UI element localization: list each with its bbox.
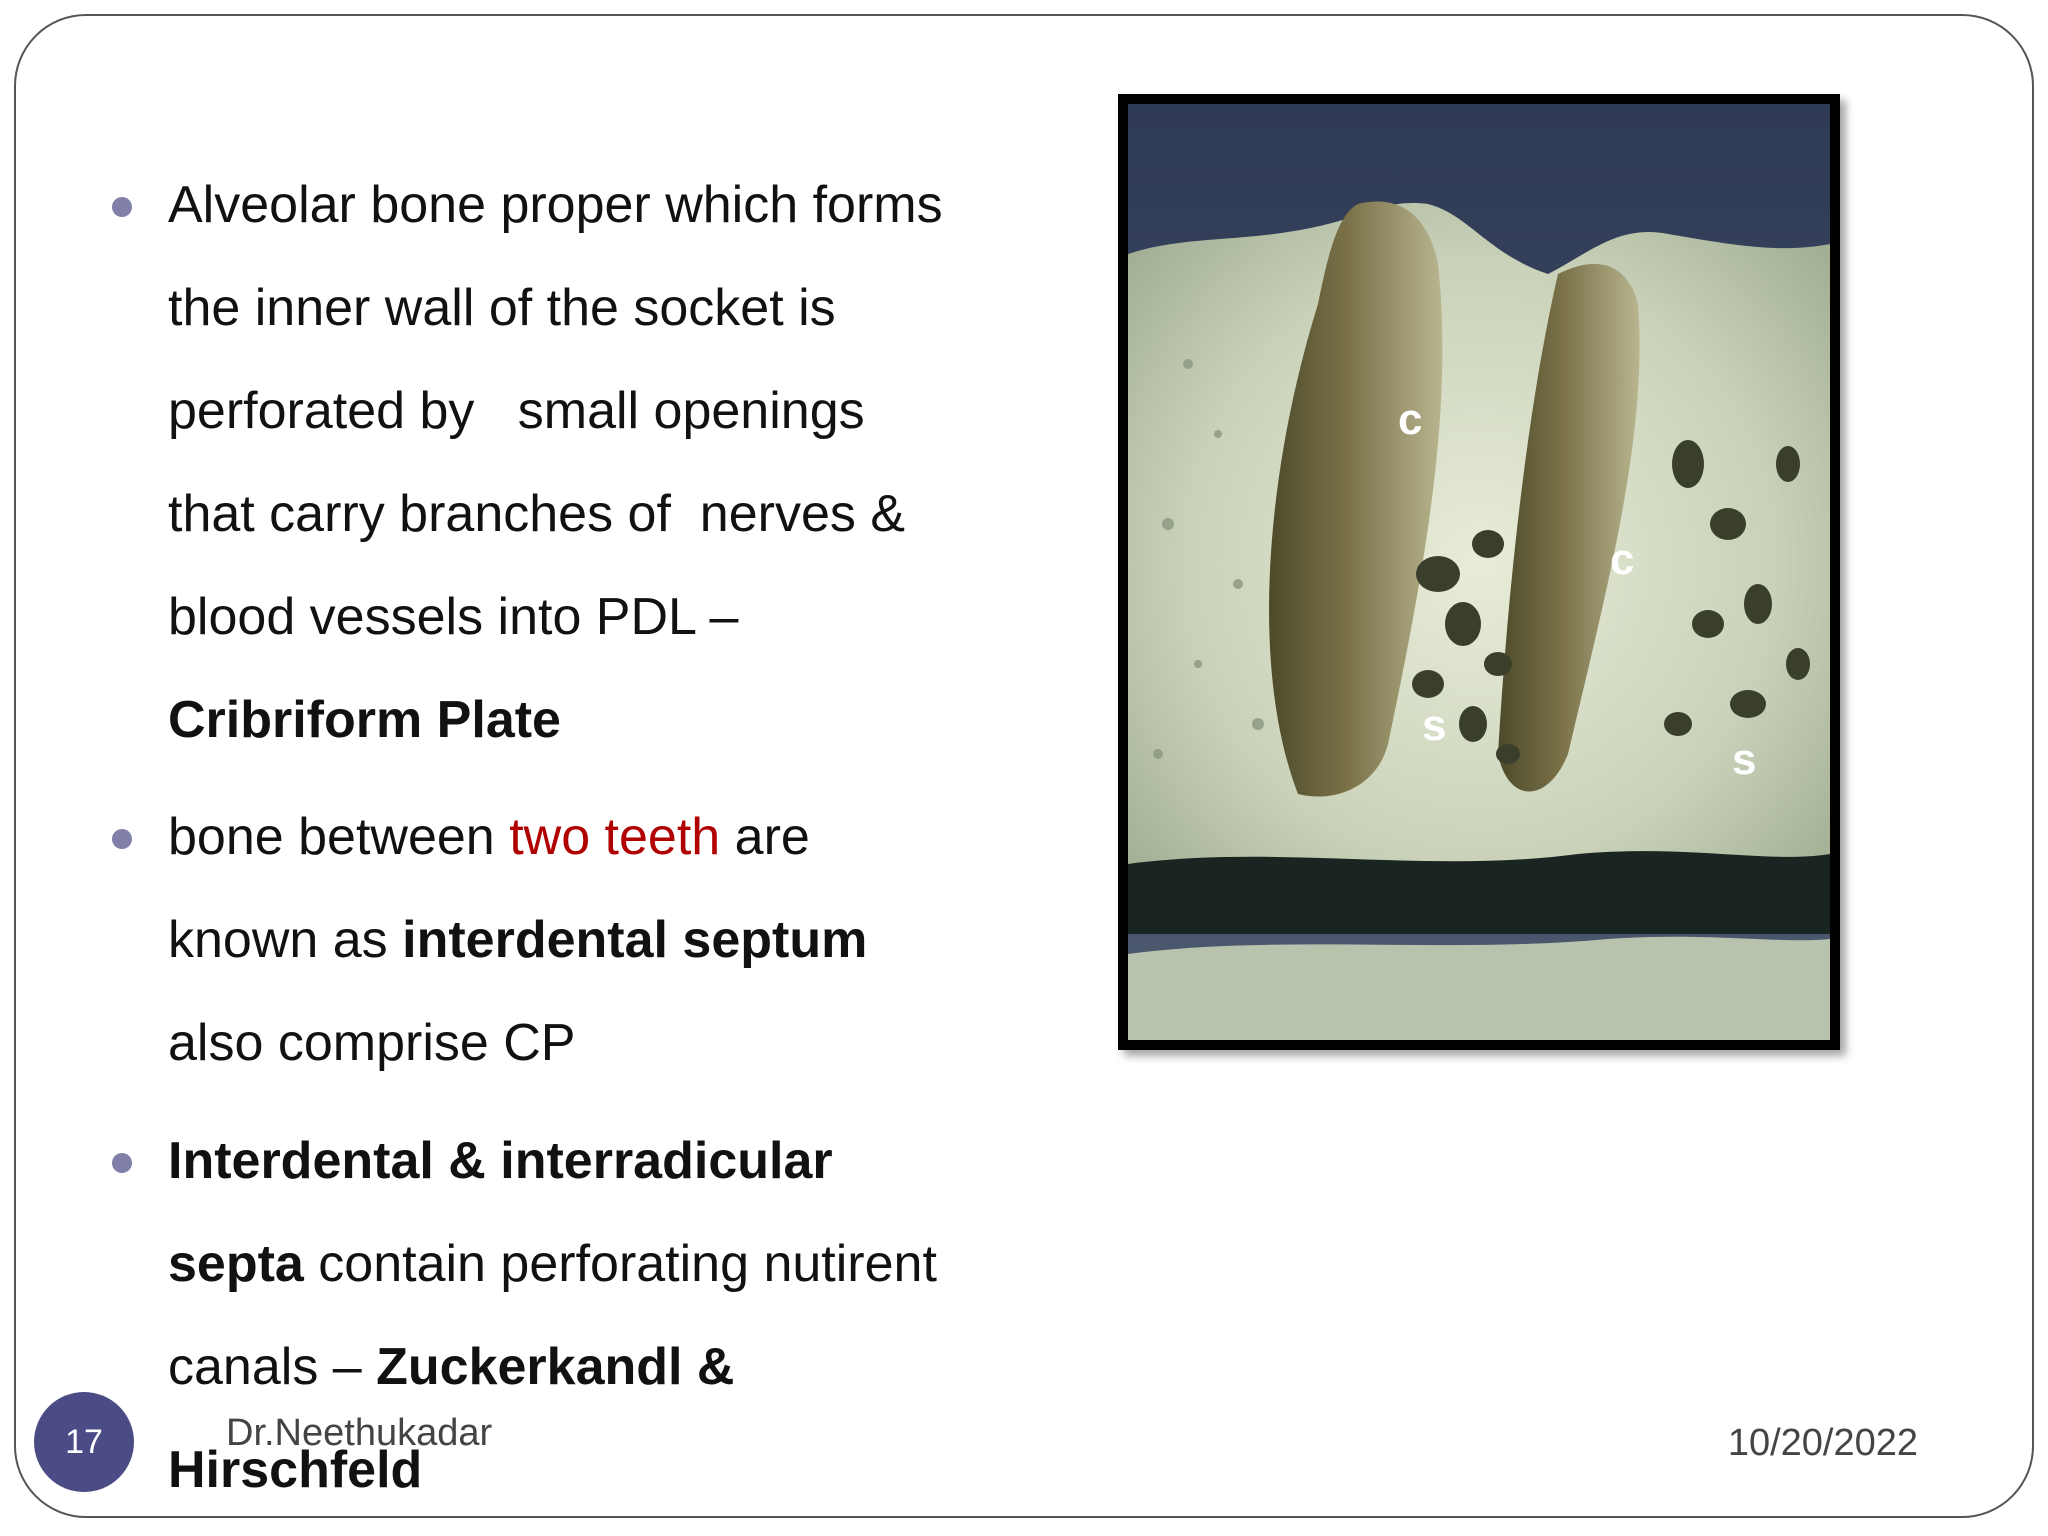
text-line: perforated by small openings (168, 382, 865, 440)
slide-number-badge: 17 (34, 1392, 134, 1492)
text-run: contain perforating nutirent (303, 1235, 937, 1293)
text-line-bold (168, 669, 1068, 772)
septa-term: Interdental & interradicular (168, 1132, 833, 1190)
bone-photo-frame (1118, 94, 1840, 1050)
photo-label-s-2: s (1732, 735, 1757, 784)
photo-label-c-1: c (1398, 395, 1423, 444)
septa-word: septa (168, 1235, 304, 1293)
bullet-2-text (168, 786, 1068, 1095)
slide-date: 10/20/2022 (1727, 1422, 1918, 1464)
bullet-3-text (168, 1110, 1068, 1522)
bullet-dot-icon (112, 829, 132, 849)
photo-label-c-2: c (1610, 535, 1635, 584)
bullet-dot-icon (112, 197, 132, 217)
text-line: blood vessels into PDL – (168, 588, 739, 646)
text-line (168, 786, 1068, 889)
cribriform-plate-term: Cribriform Plate (168, 691, 561, 749)
zuckerkandl-term: Zuckerkandl & (376, 1338, 735, 1396)
text-line (168, 1316, 1068, 1419)
text-line: the inner wall of the socket is (168, 279, 836, 337)
highlight-two-teeth: two teeth (509, 808, 721, 866)
text-run: bone between (168, 808, 510, 866)
text-line (168, 889, 1068, 992)
text-line: also comprise CP (168, 1014, 576, 1072)
bullet-dot-icon (112, 1153, 132, 1173)
bullet-1-text (168, 154, 1068, 772)
text-run: canals – (168, 1338, 377, 1396)
photo-label-s-1: s (1422, 701, 1447, 750)
text-line: that carry branches of nerves & (168, 485, 906, 543)
text-line-bold (168, 1110, 1068, 1213)
text-run: known as (168, 911, 403, 969)
alveolar-bone-photo (1128, 104, 1830, 1040)
text-line (168, 1213, 1068, 1316)
hirschfeld-term: Hirschfeld (168, 1441, 423, 1499)
author-name: Dr.Neethukadar (226, 1412, 493, 1454)
interdental-septum-term: interdental septum (402, 911, 868, 969)
text-run: are (720, 808, 810, 866)
text-line: Alveolar bone proper which forms (168, 176, 943, 234)
